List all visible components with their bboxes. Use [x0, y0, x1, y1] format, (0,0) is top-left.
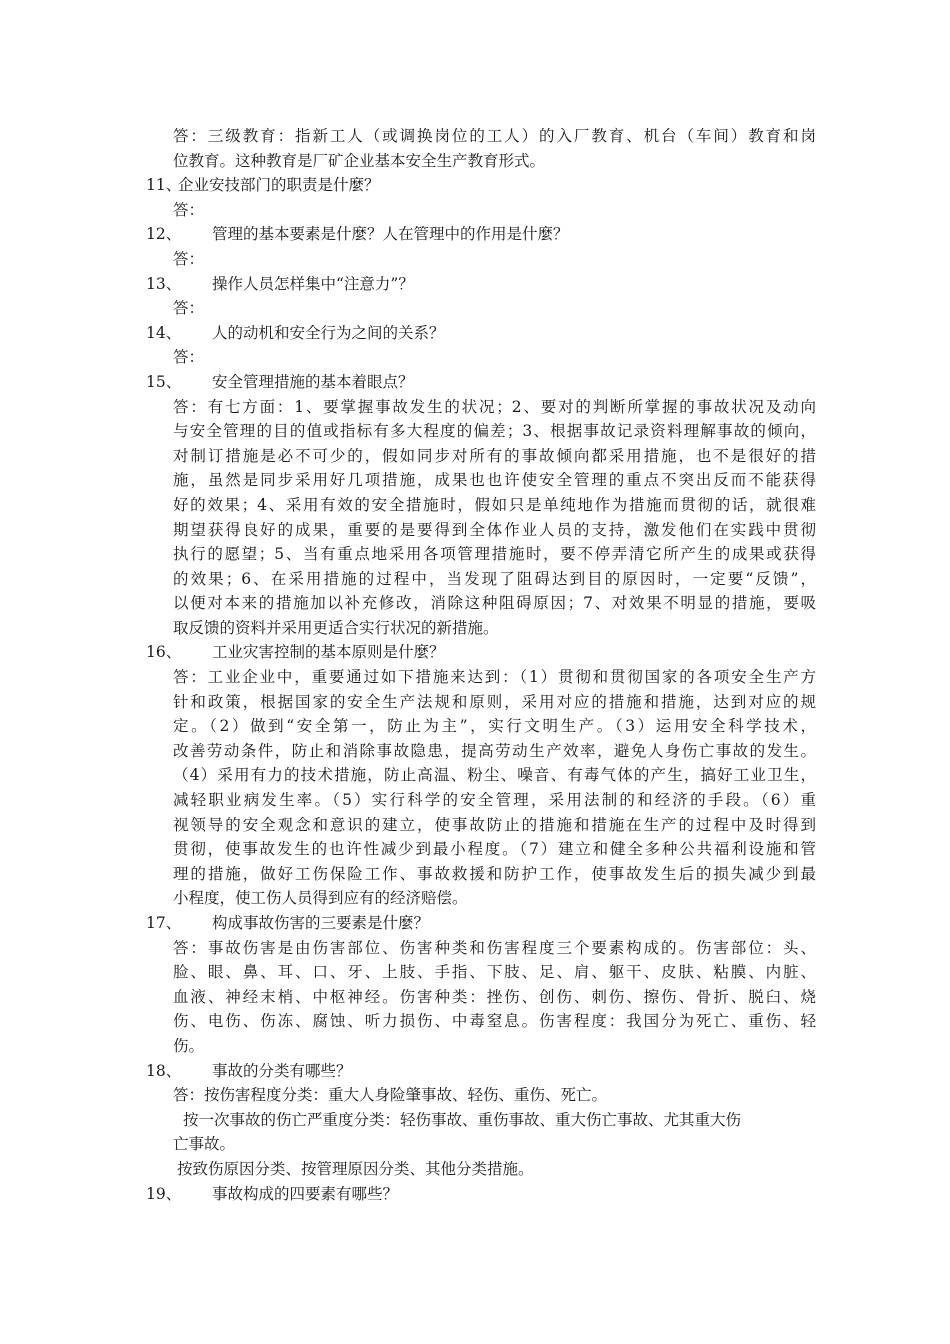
answer-line: 位教育。这种教育是厂矿企业基本安全生产教育形式。: [173, 151, 546, 170]
answer-line: 答：: [173, 348, 205, 367]
answer-line: 答：工业企业中，重要通过如下措施来达到：（1）贯彻和贯彻国家的各项安全生产方: [173, 668, 816, 687]
question-text: 企业安技部门的职责是什麼？: [178, 176, 380, 195]
question-line: [146, 222, 816, 247]
question-number: 13、: [146, 274, 182, 293]
answer-line: 答：事故伤害是由伤害部位、伤害种类和伤害程度三个要素构成的。伤害部位：头、: [173, 938, 816, 957]
question-number: 11、: [146, 176, 182, 195]
answer-line: 以便对本来的措施加以补充修改，消除这种阻碍原因；7、对效果不明显的措施，要吸: [173, 594, 816, 613]
answer-line: 答：: [173, 299, 205, 318]
question-line: [146, 173, 816, 198]
document-body: [146, 124, 816, 1206]
answer-line: 好的效果；4、采用有效的安全措施时，假如只是单纯地作为措施而贯彻的话，就很难: [173, 495, 816, 514]
question-text: 事故构成的四要素有哪些？: [212, 1184, 399, 1203]
answer-line: 施，虽然是同步采用好几项措施，成果也也许使安全管理的重点不突出反而不能获得: [173, 471, 816, 490]
question-number: 18、: [146, 1061, 182, 1080]
question-number: 15、: [146, 372, 182, 391]
answer-line: 答：三级教育：指新工人（或调换岗位的工人）的入厂教育、机台（车间）教育和岗: [173, 127, 816, 145]
question-text: 安全管理措施的基本着眼点？: [212, 372, 414, 391]
question-number: 12、: [146, 225, 182, 244]
answer-line: 伤。: [173, 1036, 205, 1055]
answer-line: 期望获得良好的成果，重要的是要得到全体作业人员的支持，激发他们在实践中贯彻: [173, 520, 816, 539]
answer-line: 定。（2）做到“安全第一，防止为主”，实行文明生产。（3）运用安全科学技术，: [173, 717, 816, 736]
question-number: 16、: [146, 643, 182, 662]
question-number: 19、: [146, 1184, 182, 1203]
answer-line: 答：按伤害程度分类：重大人身险肇事故、轻伤、重伤、死亡。: [173, 1086, 608, 1105]
answer-line: 按一次事故的伤亡严重度分类：轻伤事故、重伤事故、重大伤亡事故、尤其重大伤: [183, 1110, 742, 1129]
answer-line: 血液、神经末梢、中枢神经。伤害种类：挫伤、创伤、刺伤、擦伤、骨折、脱臼、烧: [173, 987, 816, 1006]
answer-line: 理的措施，做好工伤保险工作、事故救援和防护工作，使事故发生后的损失减少到最: [173, 864, 816, 883]
answer-line: 答：: [173, 200, 205, 219]
question-line: [146, 321, 816, 346]
question-line: [146, 1182, 816, 1207]
answer-line: 小程度，使工伤人员得到应有的经济赔偿。: [173, 889, 468, 908]
answer-line: 执行的愿望；5、当有重点地采用各项管理措施时，要不停弄清它所产生的成果或获得: [173, 545, 816, 564]
answer-line: 取反馈的资料并采用更适合实行状况的新措施。: [173, 618, 499, 637]
answer-line: 答：: [173, 249, 205, 268]
question-line: [146, 370, 816, 395]
question-text: 操作人员怎样集中“注意力”？: [212, 274, 414, 293]
answer-line: 的效果；6、在采用措施的过程中，当发现了阻碍达到目的原因时，一定要“反馈”，: [173, 569, 816, 588]
answer-line: 改善劳动条件，防止和消除事故隐患，提高劳动生产效率，避免人身伤亡事故的发生。: [173, 741, 816, 760]
answer-line: 伤、电伤、伤冻、腐蚀、听力损伤、中毒窒息。伤害程度：我国分为死亡、重伤、轻: [173, 1012, 816, 1031]
answer-line: 减轻职业病发生率。（5）实行科学的安全管理，采用法制的和经济的手段。（6）重: [173, 791, 816, 810]
question-text: 构成事故伤害的三要素是什麼？: [212, 914, 430, 932]
question-text: 人的动机和安全行为之间的关系？: [212, 323, 445, 342]
answer-line: 亡事故。: [173, 1135, 236, 1154]
question-number: 14、: [146, 323, 182, 342]
question-line: [146, 1059, 816, 1084]
question-line: [146, 272, 816, 297]
question-text: 事故的分类有哪些？: [212, 1061, 352, 1080]
answer-line: 脸、眼、鼻、耳、口、牙、上肢、手指、下肢、足、肩、躯干、皮肤、粘膜、内脏、: [173, 963, 816, 982]
answer-line: 对制订措施是必不可少的，假如同步对所有的事故倾向都采用措施，也不是很好的措: [173, 446, 816, 465]
answer-line: 贯彻，使事故发生的也许性减少到最小程度。（7）建立和健全多种公共福利设施和管: [173, 840, 816, 859]
question-line: [146, 911, 816, 936]
question-line: [146, 640, 816, 665]
question-text: 工业灾害控制的基本原则是什麼？: [212, 643, 445, 662]
answer-line: 答：有七方面：1、要掌握事故发生的状况；2、要对的判断所掌握的事故状况及动向: [173, 397, 816, 416]
question-text: 管理的基本要素是什麼？人在管理中的作用是什麼？: [212, 225, 569, 244]
question-number: 17、: [146, 914, 182, 932]
answer-line: 视领导的安全观念和意识的建立，使事故防止的措施和措施在生产的过程中及时得到: [173, 815, 816, 834]
answer-line: （4）采用有力的技术措施，防止高温、粉尘、噪音、有毒气体的产生，搞好工业卫生，: [173, 766, 816, 785]
answer-line: 与安全管理的目的值或指标有多大程度的偏差；3、根据事故记录资料理解事故的倾向，: [173, 422, 816, 441]
answer-line: 按致伤原因分类、按管理原因分类、其他分类措施。: [177, 1159, 534, 1178]
answer-line: 针和政策，根据国家的安全生产法规和原则，采用对应的措施和措施，达到对应的规: [173, 692, 816, 711]
